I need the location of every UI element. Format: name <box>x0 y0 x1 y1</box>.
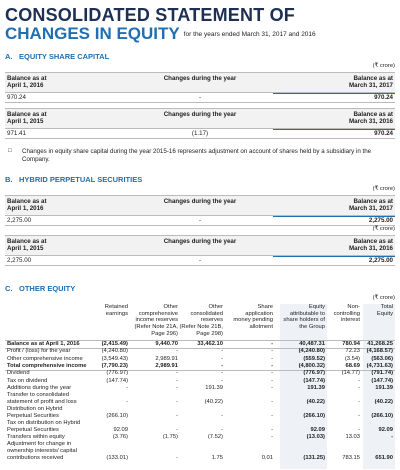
cell-value: (3.54) <box>344 355 360 362</box>
column-header-line: application <box>245 310 273 317</box>
unit-label: (₹ crore) <box>372 63 395 69</box>
row-label-line: Tax on dividend <box>7 377 48 384</box>
column-header-line: share holders of <box>283 317 325 324</box>
row-label-line: Dividend <box>7 370 30 377</box>
cell-value: (4,240.80) <box>298 348 325 355</box>
hybrid-securities-table-2016 <box>5 226 395 266</box>
column-header-line: (Refer Note 21A, <box>134 324 178 331</box>
unit-label: (₹ crore) <box>372 186 395 192</box>
column-header-line: allotment <box>249 324 273 331</box>
column-header-line: Retained <box>104 304 128 310</box>
cell-value: (776.97) <box>303 370 325 377</box>
row-label <box>7 406 92 419</box>
column-header-line: (Refer Note 21B, <box>179 324 223 331</box>
table-row <box>5 255 395 266</box>
cell-value: (7,790.23) <box>101 362 128 369</box>
table-row <box>5 341 395 348</box>
cell-value: - <box>176 454 178 461</box>
cell-value: (40.22) <box>374 398 393 405</box>
column-header <box>273 304 325 331</box>
cell-value: 40,487.31 <box>299 341 325 347</box>
cell-value: 33,462.10 <box>197 341 223 347</box>
col-changes: Changes during the year <box>163 238 237 245</box>
col-changes: Changes during the year <box>163 111 237 118</box>
col-closing: Balance as at March 31, 2016 <box>348 111 393 125</box>
row-label-line: Total comprehensive income <box>7 362 87 369</box>
opening-value: 971.41 <box>7 130 26 137</box>
cell-value: (147.74) <box>106 377 128 384</box>
equity-capital-table-2017 <box>5 63 395 103</box>
cell-value: - <box>271 434 273 441</box>
opening-value: 2,275.00 <box>7 217 32 224</box>
cell-value: - <box>126 398 128 405</box>
row-label <box>7 348 92 355</box>
row-label-line: Profit / (loss) for the year <box>7 348 71 355</box>
table-row <box>5 348 395 355</box>
cell-value: (776.97) <box>106 370 128 377</box>
table-row <box>5 385 395 392</box>
cell-value: - <box>221 370 223 377</box>
cell-value: (3,549.43) <box>101 355 128 362</box>
page-title: CONSOLIDATED STATEMENT OF <box>5 5 295 25</box>
row-label <box>7 356 92 363</box>
cell-value: 2,989.91 <box>155 355 178 362</box>
cell-value: - <box>271 362 273 369</box>
row-label-line: Other comprehensive income <box>7 355 83 362</box>
cell-value: - <box>271 426 273 433</box>
row-label-line: Transfers within equity <box>7 434 65 441</box>
cell-value: - <box>358 384 360 391</box>
col-closing: Balance as at March 31, 2016 <box>348 238 393 252</box>
column-header-line: Page 296) <box>151 330 178 337</box>
row-label-line: contributions received <box>7 454 64 461</box>
cell-value: 1.75 <box>211 454 223 461</box>
column-header-line: controlling <box>333 310 360 317</box>
cell-value: 92.09 <box>113 426 128 433</box>
opening-value: 970.24 <box>7 94 26 101</box>
cell-value: 780.94 <box>342 341 360 347</box>
cell-value: - <box>358 426 360 433</box>
section-b-letter: B. <box>5 175 13 184</box>
cell-value: 651.90 <box>375 454 393 461</box>
closing-value: 970.24 <box>374 94 393 101</box>
column-header <box>353 304 393 317</box>
cell-value: - <box>271 384 273 391</box>
cell-value: (14.77) <box>341 370 360 377</box>
row-label <box>7 363 92 370</box>
section-a-letter: A. <box>5 52 13 61</box>
unit-label: (₹ crore) <box>372 295 395 301</box>
equity-capital-table-2016 <box>5 104 395 144</box>
row-label <box>7 341 92 348</box>
row-label-line: Perpetual Securities <box>7 412 59 419</box>
section-a-title: EQUITY SHARE CAPITAL <box>19 52 110 61</box>
page-subtitle <box>5 24 316 45</box>
table-row <box>5 356 395 363</box>
table-header <box>5 235 395 256</box>
cell-value: 191.39 <box>375 384 393 391</box>
table-row <box>5 441 395 461</box>
col-closing: Balance as at March 31, 2017 <box>348 75 393 89</box>
col-opening: Balance as at April 1, 2015 <box>7 111 47 125</box>
bullet-icon: □ <box>8 148 12 154</box>
cell-value: 191.39 <box>205 384 223 391</box>
cell-value: (266.10) <box>303 412 325 419</box>
cell-value: 72.23 <box>345 348 360 355</box>
column-header <box>83 304 128 317</box>
row-label <box>7 385 92 392</box>
row-label <box>7 378 92 385</box>
column-header-line: comprehensive <box>138 310 178 317</box>
cell-value: - <box>221 362 223 369</box>
column-header <box>128 304 178 338</box>
section-c-heading <box>5 284 75 293</box>
row-label <box>7 441 92 461</box>
hybrid-securities-table-2017 <box>5 186 395 226</box>
col-opening: Balance as at April 1, 2016 <box>7 75 47 89</box>
cell-value: - <box>358 412 360 419</box>
column-header-line: Total <box>380 304 393 310</box>
cell-value: (791.74) <box>371 370 393 377</box>
changes-value: - <box>198 257 202 264</box>
cell-value: (4,731.63) <box>366 362 393 369</box>
cell-value: 41,268.25 <box>367 341 393 347</box>
row-label-line: Tax on distribution on Hybrid <box>7 420 81 427</box>
cell-value: - <box>126 384 128 391</box>
cell-value: (563.06) <box>371 355 393 362</box>
cell-value: - <box>271 412 273 419</box>
row-label <box>7 392 92 405</box>
title-period: for the years ended March 31, 2017 and 2016 <box>183 30 316 38</box>
col-closing: Balance as at March 31, 2017 <box>348 198 393 212</box>
closing-value: 2,275.00 <box>368 217 393 224</box>
column-header-line: reserves <box>200 317 223 324</box>
cell-value: 92.09 <box>310 426 325 433</box>
column-header-line: Equity <box>376 310 393 317</box>
cell-value: 92.09 <box>378 426 393 433</box>
cell-value: (4,240.80) <box>101 348 128 355</box>
opening-value: 2,275.00 <box>7 257 32 264</box>
unit-label: (₹ crore) <box>372 226 395 232</box>
column-header-line: interest <box>340 317 360 324</box>
cell-value: - <box>176 412 178 419</box>
cell-value: - <box>176 370 178 377</box>
table-row <box>5 128 395 139</box>
table-row <box>5 434 395 441</box>
title-line2: CHANGES IN EQUITY <box>5 24 180 43</box>
column-header-line: Other <box>208 304 223 310</box>
table-header <box>5 72 395 93</box>
table-row <box>5 215 395 226</box>
column-header-line: earnings <box>105 310 128 317</box>
cell-value: (131.25) <box>303 454 325 461</box>
table-row <box>5 392 395 405</box>
column-header-line: Page 298) <box>196 330 223 337</box>
cell-value: - <box>176 377 178 384</box>
changes-value: - <box>198 94 202 101</box>
cell-value: (4,800.32) <box>298 362 325 369</box>
cell-value: (40.22) <box>306 398 325 405</box>
cell-value: (13.03) <box>306 434 325 441</box>
row-label-line: Distribution on Hybrid <box>7 406 63 413</box>
cell-value: (133.01) <box>106 454 128 461</box>
cell-value: - <box>176 426 178 433</box>
cell-value: - <box>221 426 223 433</box>
column-header-line: Share <box>257 304 273 310</box>
column-header-line: Other <box>163 304 178 310</box>
cell-value: (3.76) <box>112 434 128 441</box>
section-a-heading <box>5 52 109 61</box>
cell-value: - <box>271 370 273 377</box>
cell-value: - <box>221 377 223 384</box>
cell-value: - <box>221 348 223 355</box>
cell-value: (266.10) <box>106 412 128 419</box>
closing-value: 970.24 <box>374 130 393 137</box>
cell-value: 191.39 <box>307 384 325 391</box>
cell-value: - <box>358 377 360 384</box>
cell-value: 2,989.91 <box>155 362 178 369</box>
table-row <box>5 406 395 419</box>
closing-value: 2,275.00 <box>368 257 393 264</box>
cell-value: 783.15 <box>342 454 360 461</box>
column-header <box>173 304 223 338</box>
table-header <box>5 195 395 216</box>
cell-value: - <box>271 341 273 347</box>
cell-value: 9,440.70 <box>155 341 178 347</box>
cell-value: (4,168.57) <box>366 348 393 355</box>
footnote-text: Changes in equity share capital during the year 2015-16 represents adjustment on account of shares held by a subsidiary in the Company. <box>22 148 372 163</box>
column-header <box>221 304 273 331</box>
row-label <box>7 434 92 441</box>
changes-value: (1.17) <box>191 130 209 137</box>
table-row <box>5 378 395 385</box>
column-header-line: consolidated <box>190 310 223 317</box>
section-b-title: HYBRID PERPETUAL SECURITIES <box>19 175 143 184</box>
cell-value: - <box>271 377 273 384</box>
cell-value: - <box>176 384 178 391</box>
row-label-line: Adjustment for change in <box>7 441 72 448</box>
cell-value: - <box>221 355 223 362</box>
cell-value: (1.75) <box>162 434 178 441</box>
col-changes: Changes during the year <box>163 198 237 205</box>
row-label <box>7 420 92 433</box>
other-equity-table <box>5 295 395 470</box>
col-opening: Balance as at April 1, 2015 <box>7 238 47 252</box>
cell-value: - <box>358 398 360 405</box>
cell-value: 13.03 <box>345 434 360 441</box>
column-header-line: the Group <box>299 324 325 331</box>
cell-value: (266.10) <box>371 412 393 419</box>
cell-value: - <box>271 348 273 355</box>
changes-value: - <box>198 217 202 224</box>
column-header-line: money pending <box>233 317 273 324</box>
cell-value: - <box>221 412 223 419</box>
column-header-line: Equity <box>308 304 325 310</box>
table-row <box>5 363 395 370</box>
cell-value: - <box>176 348 178 355</box>
row-label-line: Balance as at April 1, 2016 <box>7 341 80 347</box>
section-c-title: OTHER EQUITY <box>19 284 76 293</box>
cell-value: - <box>271 355 273 362</box>
cell-value: 68.69 <box>345 362 360 369</box>
column-header-line: attributable to <box>289 310 325 317</box>
column-header-line: Non- <box>347 304 360 310</box>
row-label-line: Perpetual Securities <box>7 426 59 433</box>
column-header-line: income reserves <box>135 317 178 324</box>
col-changes: Changes during the year <box>163 75 237 82</box>
table-row <box>5 370 395 377</box>
row-label-line: Transfer to consolidated <box>7 392 69 399</box>
table-row <box>5 92 395 103</box>
table-row <box>5 420 395 433</box>
cell-value: 0.01 <box>261 454 273 461</box>
cell-value: (40.22) <box>204 398 223 405</box>
cell-value: (559.52) <box>303 355 325 362</box>
cell-value: (7.52) <box>207 434 223 441</box>
cell-value: - <box>271 398 273 405</box>
cell-value: (147.74) <box>303 377 325 384</box>
table-header <box>5 108 395 129</box>
row-label-line: statement of profit and loss <box>7 398 77 405</box>
row-label <box>7 370 92 377</box>
cell-value: (2,415.49) <box>101 341 128 347</box>
section-b-heading <box>5 175 142 184</box>
row-label-line: ownership interests/ capital <box>7 448 77 455</box>
cell-value: (147.74) <box>371 377 393 384</box>
row-label-line: Additions during the year <box>7 384 72 391</box>
col-opening: Balance as at April 1, 2016 <box>7 198 47 212</box>
cell-value: - <box>176 398 178 405</box>
cell-value: - <box>391 434 393 441</box>
section-c-letter: C. <box>5 284 13 293</box>
